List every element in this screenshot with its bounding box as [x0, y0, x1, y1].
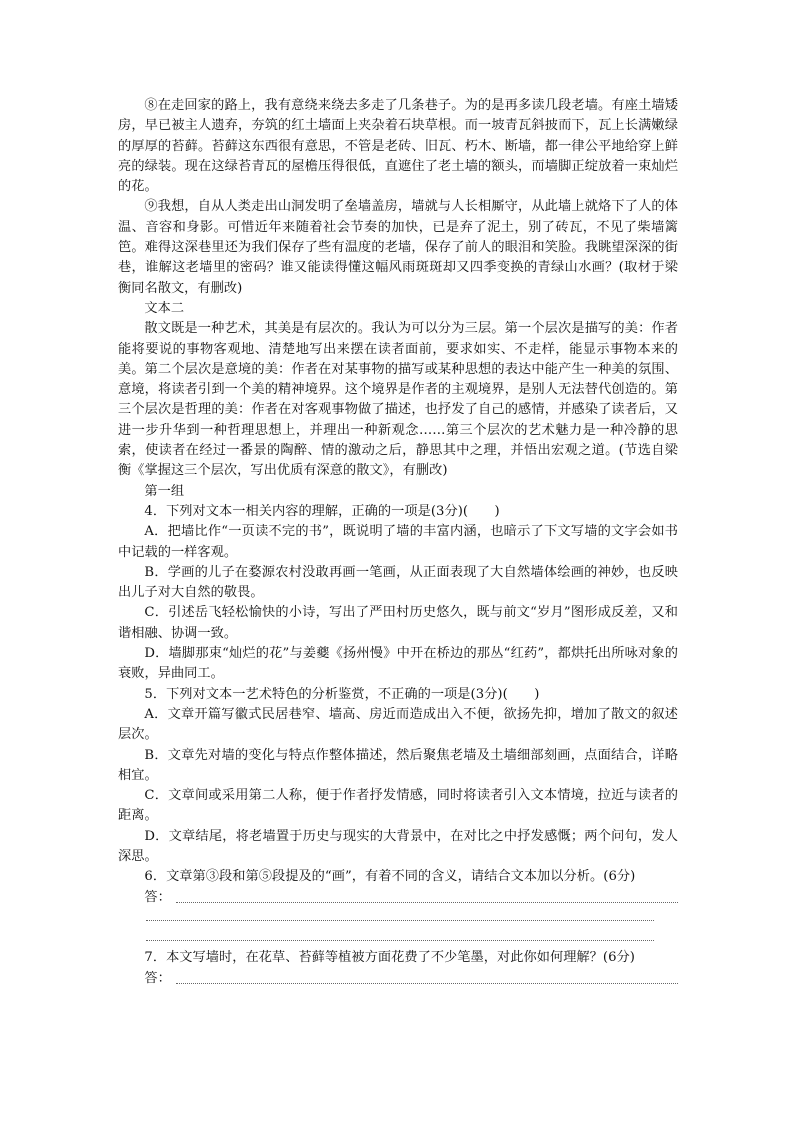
- question-5-option-c: C．文章间或采用第二人称，便于作者抒发情感，同时将读者引入文本情境，拉近与读者的距离。: [118, 788, 678, 824]
- question-4-option-a: A．把墙比作“一页读不完的书”，既说明了墙的丰富内涵，也暗示了下文写墙的文字会如书中记载的一样客观。: [118, 524, 678, 560]
- question-5-stem: 5．下列对文本一艺术特色的分析鉴赏，不正确的一项是(3分)( ): [144, 686, 540, 702]
- document-page: [118, 96, 678, 989]
- question-6-answer-line[interactable]: [118, 888, 678, 908]
- question-6-answer-line-3[interactable]: [118, 928, 678, 948]
- answer-blank[interactable]: [176, 983, 678, 984]
- question-5-option-b: B．文章先对墙的变化与特点作整体描述，然后聚焦老墙及土墙细部刻画，点面结合，详略相宜。: [118, 747, 678, 783]
- answer-blank[interactable]: [176, 902, 678, 903]
- group-heading: 第一组: [144, 483, 185, 499]
- answer-label: 答：: [144, 970, 171, 986]
- answer-blank[interactable]: [146, 920, 654, 921]
- question-5-option-a: A．文章开篇写徽式民居巷窄、墙高、房近而造成出入不便，欲扬先抑，增加了散文的叙述层次。: [118, 706, 678, 743]
- answer-label: 答：: [144, 889, 171, 905]
- paragraph-9: ⑨我想，自从人类走出山洞发明了垒墙盖房，墙就与人长相厮守，从此墙上就烙下了人的体温、音容和身影。可惜近年来随着社会节奏的加快，已是弃了泥土，别了砖瓦，不见了柴墙篱笆。难得这深巷里还为我们保存了些有温度的老墙，保存了前人的眼泪和笑脸。我眺望深深的街巷，谁解这老墙里的密码？谁又能读得懂这幅风雨斑斑却又四季变换的青绿山水画？(取材于梁衡同名散文，有删改): [118, 199, 678, 296]
- question-4-option-d: D．墙脚那束“灿烂的花”与姜夔《扬州慢》中开在桥边的那丛“红药”，都烘托出所咏对象的衰败，异曲同工。: [118, 646, 678, 682]
- question-4-stem: 4．下列对文本一相关内容的理解，正确的一项是(3分)( ): [144, 503, 500, 519]
- answer-blank[interactable]: [146, 940, 654, 941]
- question-4-option-b: B．学画的儿子在婺源农村没敢再画一笔画，从正面表现了大自然墙体绘画的神妙，也反映出儿子对大自然的敬畏。: [118, 564, 678, 601]
- text2-heading: 文本二: [144, 300, 185, 316]
- question-7-stem: 7．本文写墙时，在花草、苔藓等植被方面花费了不少笔墨，对此你如何理解？(6分): [144, 950, 635, 966]
- question-7-answer-line[interactable]: [118, 969, 678, 989]
- question-5-option-d: D．文章结尾，将老墙置于历史与现实的大背景中，在对比之中抒发感慨；两个问句，发人深思。: [118, 828, 678, 864]
- question-6-stem: 6．文章第③段和第⑤段提及的“画”，有着不同的含义，请结合文本加以分析。(6分): [144, 869, 636, 885]
- text2-body: 散文既是一种艺术，其美是有层次的。我认为可以分为三层。第一个层次是描写的美：作者能将要说的事物客观地、清楚地写出来摆在读者面前，要求如实、不走样，能显示事物本来的美。第二个层次是意境的美：作者在对某事物的描写或某种思想的表达中能产生一种美的氛围、意境，将读者引到一个美的精神境界。这个境界是作者的主观境界，是别人无法替代创造的。第三个层次是哲理的美：作者在对客观事物做了描述，也抒发了自己的感情，并感染了读者后，又进一步升华到一种哲理思想上，并理出一种新观念……第三个层次的艺术魅力是一种冷静的思索，使读者在经过一番景的陶醉、情的激动之后，静思其中之理，并悟出宏观之道。(节选自梁衡《掌握这三个层次，写出优质有深意的散文》，有删改): [118, 321, 678, 479]
- question-6-answer-line-2[interactable]: [118, 908, 678, 928]
- question-4-option-c: C．引述岳飞轻松愉快的小诗，写出了严田村历史悠久，既与前文“岁月”图形成反差，又和谐相融、协调一致。: [118, 605, 678, 641]
- paragraph-8: ⑧在走回家的路上，我有意绕来绕去多走了几条巷子。为的是再多读几段老墙。有座土墙矮房，早已被主人遗弃，夯筑的红土墙面上夹杂着石块草根。而一坡青瓦斜披而下，瓦上长满嫩绿的厚厚的苔藓。苔藓这东西很有意思，不管是老砖、旧瓦、朽木、断墙，都一律公平地给穿上鲜亮的绿装。现在这绿苔青瓦的屋檐压得很低，直遮住了老土墙的额头，而墙脚正绽放着一束灿烂的花。: [118, 98, 678, 195]
